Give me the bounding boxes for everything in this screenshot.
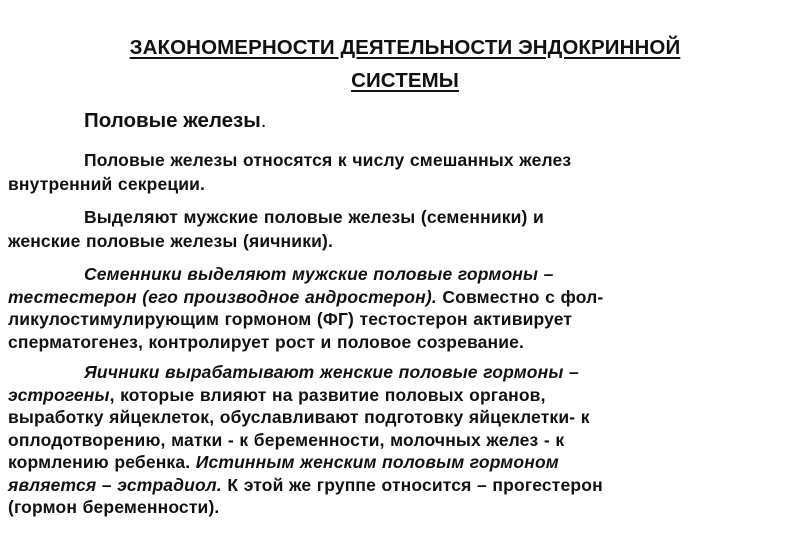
slide-title: [40, 31, 770, 97]
paragraph-mixed-glands: [8, 149, 800, 196]
paragraph-line: внутренний секреции.: [8, 173, 206, 194]
italic-text: эстрогены: [8, 384, 110, 405]
paragraph-line: [8, 286, 800, 309]
title-line-2: СИСТЕМЫ: [351, 69, 459, 92]
paragraph-text: К этой же группе относится – прогестерон: [221, 474, 603, 495]
section-heading-text: Половые железы: [84, 109, 261, 132]
section-heading: [84, 108, 266, 134]
paragraph-text: Половые железы относятся к числу смешанных желез: [84, 150, 572, 170]
paragraph-line: [8, 206, 800, 230]
paragraph-text: Выделяют мужские половые железы (семенники) и: [84, 207, 544, 227]
paragraph-gland-types: [8, 206, 800, 253]
paragraph-text: , которые влияют на развитие половых органов,: [109, 384, 546, 405]
paragraph-text: Совместно с фол-: [436, 286, 604, 307]
paragraph-line: выработку яйцеклеток, обуславливают подготовку яйцеклетки- к: [8, 407, 590, 427]
italic-text: Истинным женским половым гормоном: [195, 452, 559, 472]
paragraph-line: [8, 361, 800, 384]
paragraph-line: (гормон беременности).: [8, 497, 220, 517]
section-heading-dot: .: [260, 109, 267, 132]
paragraph-line: [8, 451, 800, 474]
paragraph-line: ликулостимулирующим гормоном (ФГ) тестостерон активирует: [8, 309, 573, 329]
italic-text: является – эстрадиол.: [8, 474, 222, 495]
italic-text: тестестерон (его производное андростерон).: [8, 286, 437, 307]
italic-text: Семенники выделяют мужские половые гормоны –: [84, 264, 554, 284]
paragraph-text: кормлению ребенка.: [8, 452, 196, 472]
paragraph-testes: [8, 263, 800, 353]
title-line-1: ЗАКОНОМЕРНОСТИ ДЕЯТЕЛЬНОСТИ ЭНДОКРИННОЙ: [129, 36, 681, 59]
paragraph-line: сперматогенез, контролирует рост и половое созревание.: [8, 331, 525, 352]
paragraph-line: [8, 263, 800, 286]
paragraph-line: [8, 474, 800, 497]
paragraph-line: оплодотворению, матки - к беременности, молочных желез - к: [8, 429, 565, 450]
paragraph-line: [8, 384, 800, 407]
paragraph-ovaries: [8, 361, 800, 519]
paragraph-line: [8, 149, 800, 173]
italic-text: Яичники вырабатывают женские половые гормоны –: [84, 362, 579, 382]
paragraph-line: женские половые железы (яичники).: [8, 230, 333, 251]
